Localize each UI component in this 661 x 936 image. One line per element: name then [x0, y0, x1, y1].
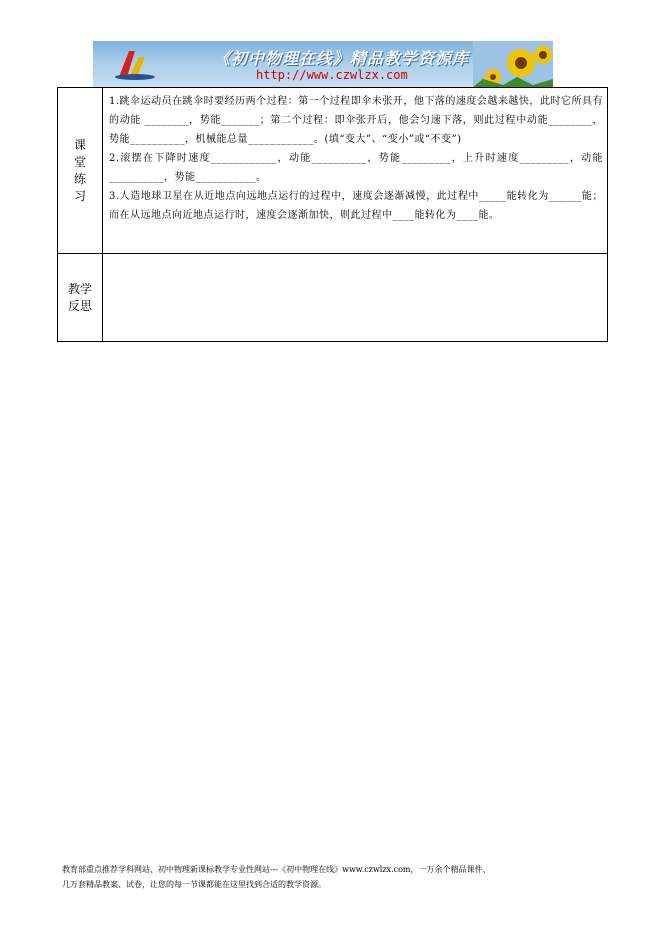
- banner-url[interactable]: http://www.czwlzx.com: [256, 68, 408, 82]
- lesson-table: [57, 87, 608, 342]
- site-logo-icon: [113, 47, 157, 81]
- reflection-content[interactable]: [103, 254, 608, 342]
- question-3: 3.人造地球卫星在从近地点向远地点运行的过程中，速度会逐渐减慢，此过程中_____能转化为______能；而在从远地点向近地点运行时，速度会逐渐加快，则此过程中____能转化为____能。: [109, 191, 603, 221]
- practice-row: [58, 88, 608, 254]
- footer-note: [62, 862, 622, 892]
- footer-line-1: 教育部重点推荐学科网站、初中物理新课标教学专业性网站---《初中物理在线》www.czwlzx.com，一万余个精品课件、: [62, 865, 491, 874]
- banner-title: 《初中物理在线》精品教学资源库: [214, 49, 470, 68]
- practice-content: [103, 88, 608, 254]
- practice-label: 课 堂 练 习: [58, 88, 103, 254]
- reflection-label: 教学 反思: [58, 254, 103, 342]
- question-1: 1.跳伞运动员在跳伞时要经历两个过程：第一个过程即伞未张开，他下落的速度会越来越快，此时它所具有的动能 ________，势能_______；第二个过程：即伞张开后，他会匀速下落，则此过程中动能________，势能__________，机械能总量____________。(填“变大”、“变小”或“不变”): [109, 96, 603, 145]
- footer-line-2: 几万套精品教案、试卷，让您的每一节课都能在这里找到合适的教学资源。: [62, 880, 326, 889]
- question-2: 2.滚摆在下降时速度____________，动能__________，势能_________，上升时速度_________，动能__________，势能___________。: [109, 153, 603, 183]
- reflection-row: [58, 254, 608, 342]
- header-banner: [93, 41, 553, 87]
- sunflower-icon: [473, 41, 553, 87]
